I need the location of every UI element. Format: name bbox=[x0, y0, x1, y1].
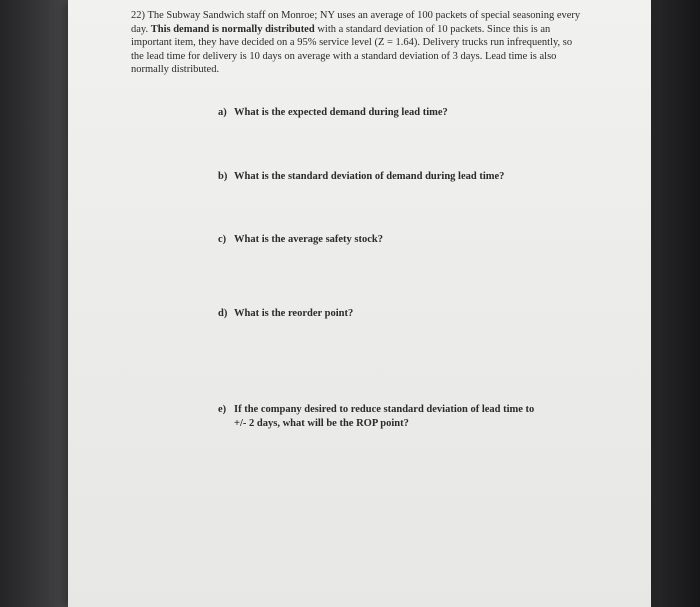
question-b bbox=[218, 170, 598, 184]
question-e bbox=[218, 403, 598, 431]
question-text: What is the expected demand during lead time? bbox=[234, 107, 448, 118]
question-text: What is the standard deviation of demand during lead time? bbox=[234, 171, 505, 182]
question-label: c) bbox=[218, 234, 227, 245]
question-text: If the company desired to reduce standard deviation of lead time to bbox=[234, 404, 535, 415]
question-d bbox=[218, 307, 598, 321]
problem-text-details: with a standard deviation of 10 packets. Since this is an important item, they have decided on a 95% service level (Z = 1.64). Delivery trucks run infrequently, so the lead time for delivery is 10 days on average with a standard deviation of 3 days. Lead time is also normally distributed. bbox=[131, 23, 573, 76]
question-text: What is the reorder point? bbox=[234, 308, 354, 319]
question-text: What is the average safety stock? bbox=[234, 234, 384, 245]
question-label: b) bbox=[218, 171, 228, 182]
question-label: d) bbox=[218, 308, 228, 319]
problem-text-intro: The Subway Sandwich staff on Monroe; NY uses an average of 100 packets of special seasoning every day. bbox=[131, 10, 581, 35]
question-label: a) bbox=[218, 107, 227, 118]
question-label: e) bbox=[218, 404, 227, 415]
question-c bbox=[218, 233, 598, 247]
problem-text-bold: This demand is normally distributed bbox=[150, 23, 315, 35]
problem-number: 22) bbox=[131, 10, 145, 21]
problem-statement bbox=[131, 9, 581, 77]
paper-sheet bbox=[68, 0, 651, 607]
question-a bbox=[218, 106, 598, 120]
question-text-continued: +/- 2 days, what will be the ROP point? bbox=[234, 418, 409, 429]
